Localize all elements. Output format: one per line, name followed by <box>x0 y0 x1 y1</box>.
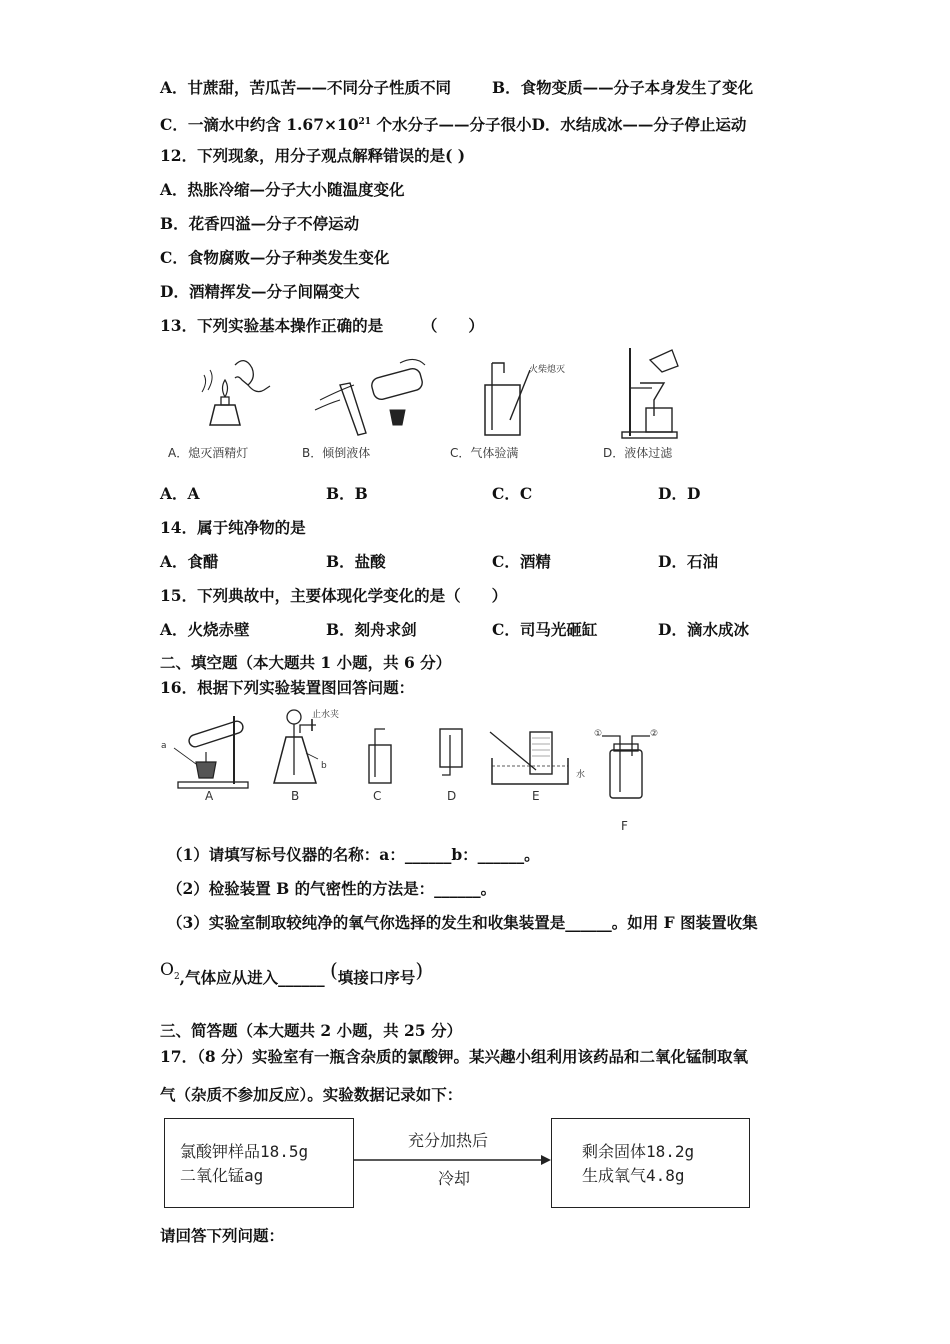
q13-option-b: B．B <box>326 484 368 503</box>
q16-part-3-text: ,气体应从进入______ <box>179 968 325 987</box>
fire-label: 火柴熄灭 <box>529 365 566 375</box>
section-2-title: 二、填空题（本大题共 1 小题，共 6 分） <box>160 653 452 672</box>
q12-stem: 12．下列现象，用分子观点解释错误的是( ) <box>160 146 466 165</box>
q11-option-a: A．甘蔗甜，苦瓜苦——不同分子性质不同 <box>160 78 452 97</box>
q12-option-c: C．食物腐败—分子种类发生变化 <box>160 248 390 267</box>
clamp-label: 止水夹 <box>312 710 340 720</box>
q13-stem: 13．下列实验基本操作正确的是 （ ） <box>160 316 484 335</box>
apparatus-a <box>168 712 258 790</box>
q14-option-b: B．盐酸 <box>326 552 386 571</box>
paren-close: ) <box>415 958 424 982</box>
apparatus-c <box>365 725 395 787</box>
section-3-title: 三、简答题（本大题共 2 小题，共 25 分） <box>160 1021 462 1040</box>
arrow-label-bottom: 冷却 <box>438 1169 471 1188</box>
q15-option-c: C．司马光砸缸 <box>492 620 598 639</box>
q16-part-1: （1）请填写标号仪器的名称：a：______b：______。 <box>167 845 540 864</box>
q16-fill-hint: 填接口序号 <box>337 968 416 987</box>
port-1-label: ① <box>594 729 603 739</box>
q11-option-c-post: 个水分子——分子很小 <box>371 115 532 135</box>
q13-option-d: D．D <box>658 484 701 503</box>
q14-option-a: A．食醋 <box>160 552 219 571</box>
q15-option-b: B．刻舟求剑 <box>326 620 417 639</box>
result-box <box>551 1118 750 1208</box>
q16-part-3: （3）实验室制取较纯净的氧气你选择的发生和收集装置是______。如用 F 图装置收集 <box>167 913 758 932</box>
q12-option-d: D．酒精挥发—分子间隔变大 <box>160 282 360 301</box>
apparatus-label-d: D <box>447 789 457 803</box>
q12-option-b: B．花香四溢—分子不停运动 <box>160 214 360 233</box>
reaction-arrow <box>353 1150 553 1170</box>
port-2-label: ② <box>650 729 659 739</box>
sample-line-1: 氯酸钾样品18.5g <box>180 1142 309 1161</box>
figure-caption-a: A．熄灭酒精灯 <box>168 446 249 460</box>
q11-option-c-exp: 21 <box>358 117 372 127</box>
oxygen-formula: O <box>160 960 174 980</box>
q16-part-3-continued <box>160 958 424 995</box>
apparatus-e <box>488 728 578 790</box>
q15-option-a: A．火烧赤壁 <box>160 620 250 639</box>
apparatus-label-a: A <box>205 789 214 803</box>
q13-option-a: A．A <box>160 484 200 503</box>
q13-option-c: C．C <box>492 484 533 503</box>
arrow-label-top: 充分加热后 <box>408 1131 489 1150</box>
figure-pour-liquid <box>310 355 430 440</box>
q14-stem: 14．属于纯净物的是 <box>160 518 306 537</box>
sample-line-2: 二氧化锰ag <box>180 1166 264 1185</box>
result-line-2: 生成氧气4.8g <box>582 1166 685 1185</box>
q16-stem: 16．根据下列实验装置图回答问题： <box>160 678 415 697</box>
q15-stem: 15．下列典故中，主要体现化学变化的是（ ） <box>160 586 508 605</box>
q11-option-b: B．食物变质——分子本身发生了变化 <box>492 78 754 97</box>
apparatus-d <box>436 725 466 787</box>
q12-option-a: A．热胀冷缩—分子大小随温度变化 <box>160 180 405 199</box>
figure-caption-d: D．液体过滤 <box>603 446 673 460</box>
apparatus-label-e: E <box>532 789 540 803</box>
oxygen-subscript: 2 <box>173 972 180 983</box>
figure-caption-c: C．气体验满 <box>450 446 519 460</box>
apparatus-label-c: C <box>373 789 382 803</box>
apparatus-f <box>596 732 656 802</box>
q17-stem-2: 气（杂质不参加反应）。实验数据记录如下： <box>160 1085 463 1104</box>
q17-prompt: 请回答下列问题： <box>160 1226 285 1245</box>
paren-open: ( <box>329 958 338 982</box>
q16-part-2: （2）检验装置 B 的气密性的方法是：______。 <box>167 879 497 898</box>
q15-option-d: D．滴水成冰 <box>658 620 749 639</box>
figure-caption-b: B．倾倒液体 <box>302 446 371 460</box>
apparatus-label-b: B <box>291 789 300 803</box>
result-line-1: 剩余固体18.2g <box>582 1142 695 1161</box>
q11-option-c <box>160 112 746 135</box>
label-a: a <box>161 741 167 751</box>
figure-filtration <box>622 348 692 440</box>
apparatus-label-f: F <box>621 819 628 833</box>
sample-box <box>164 1118 354 1208</box>
water-label: 水 <box>576 770 586 780</box>
q17-stem-1: 17．（8 分）实验室有一瓶含杂质的氯酸钾。某兴趣小组利用该药品和二氧化锰制取氧 <box>160 1047 749 1066</box>
q14-option-c: C．酒精 <box>492 552 551 571</box>
q14-option-d: D．石油 <box>658 552 718 571</box>
label-b: b <box>321 761 327 771</box>
figure-extinguish-lamp <box>190 350 280 440</box>
q11-option-d: D．水结成冰——分子停止运动 <box>531 115 747 135</box>
q11-option-c-pre: C．一滴水中约含 1.67×10 <box>160 115 359 135</box>
